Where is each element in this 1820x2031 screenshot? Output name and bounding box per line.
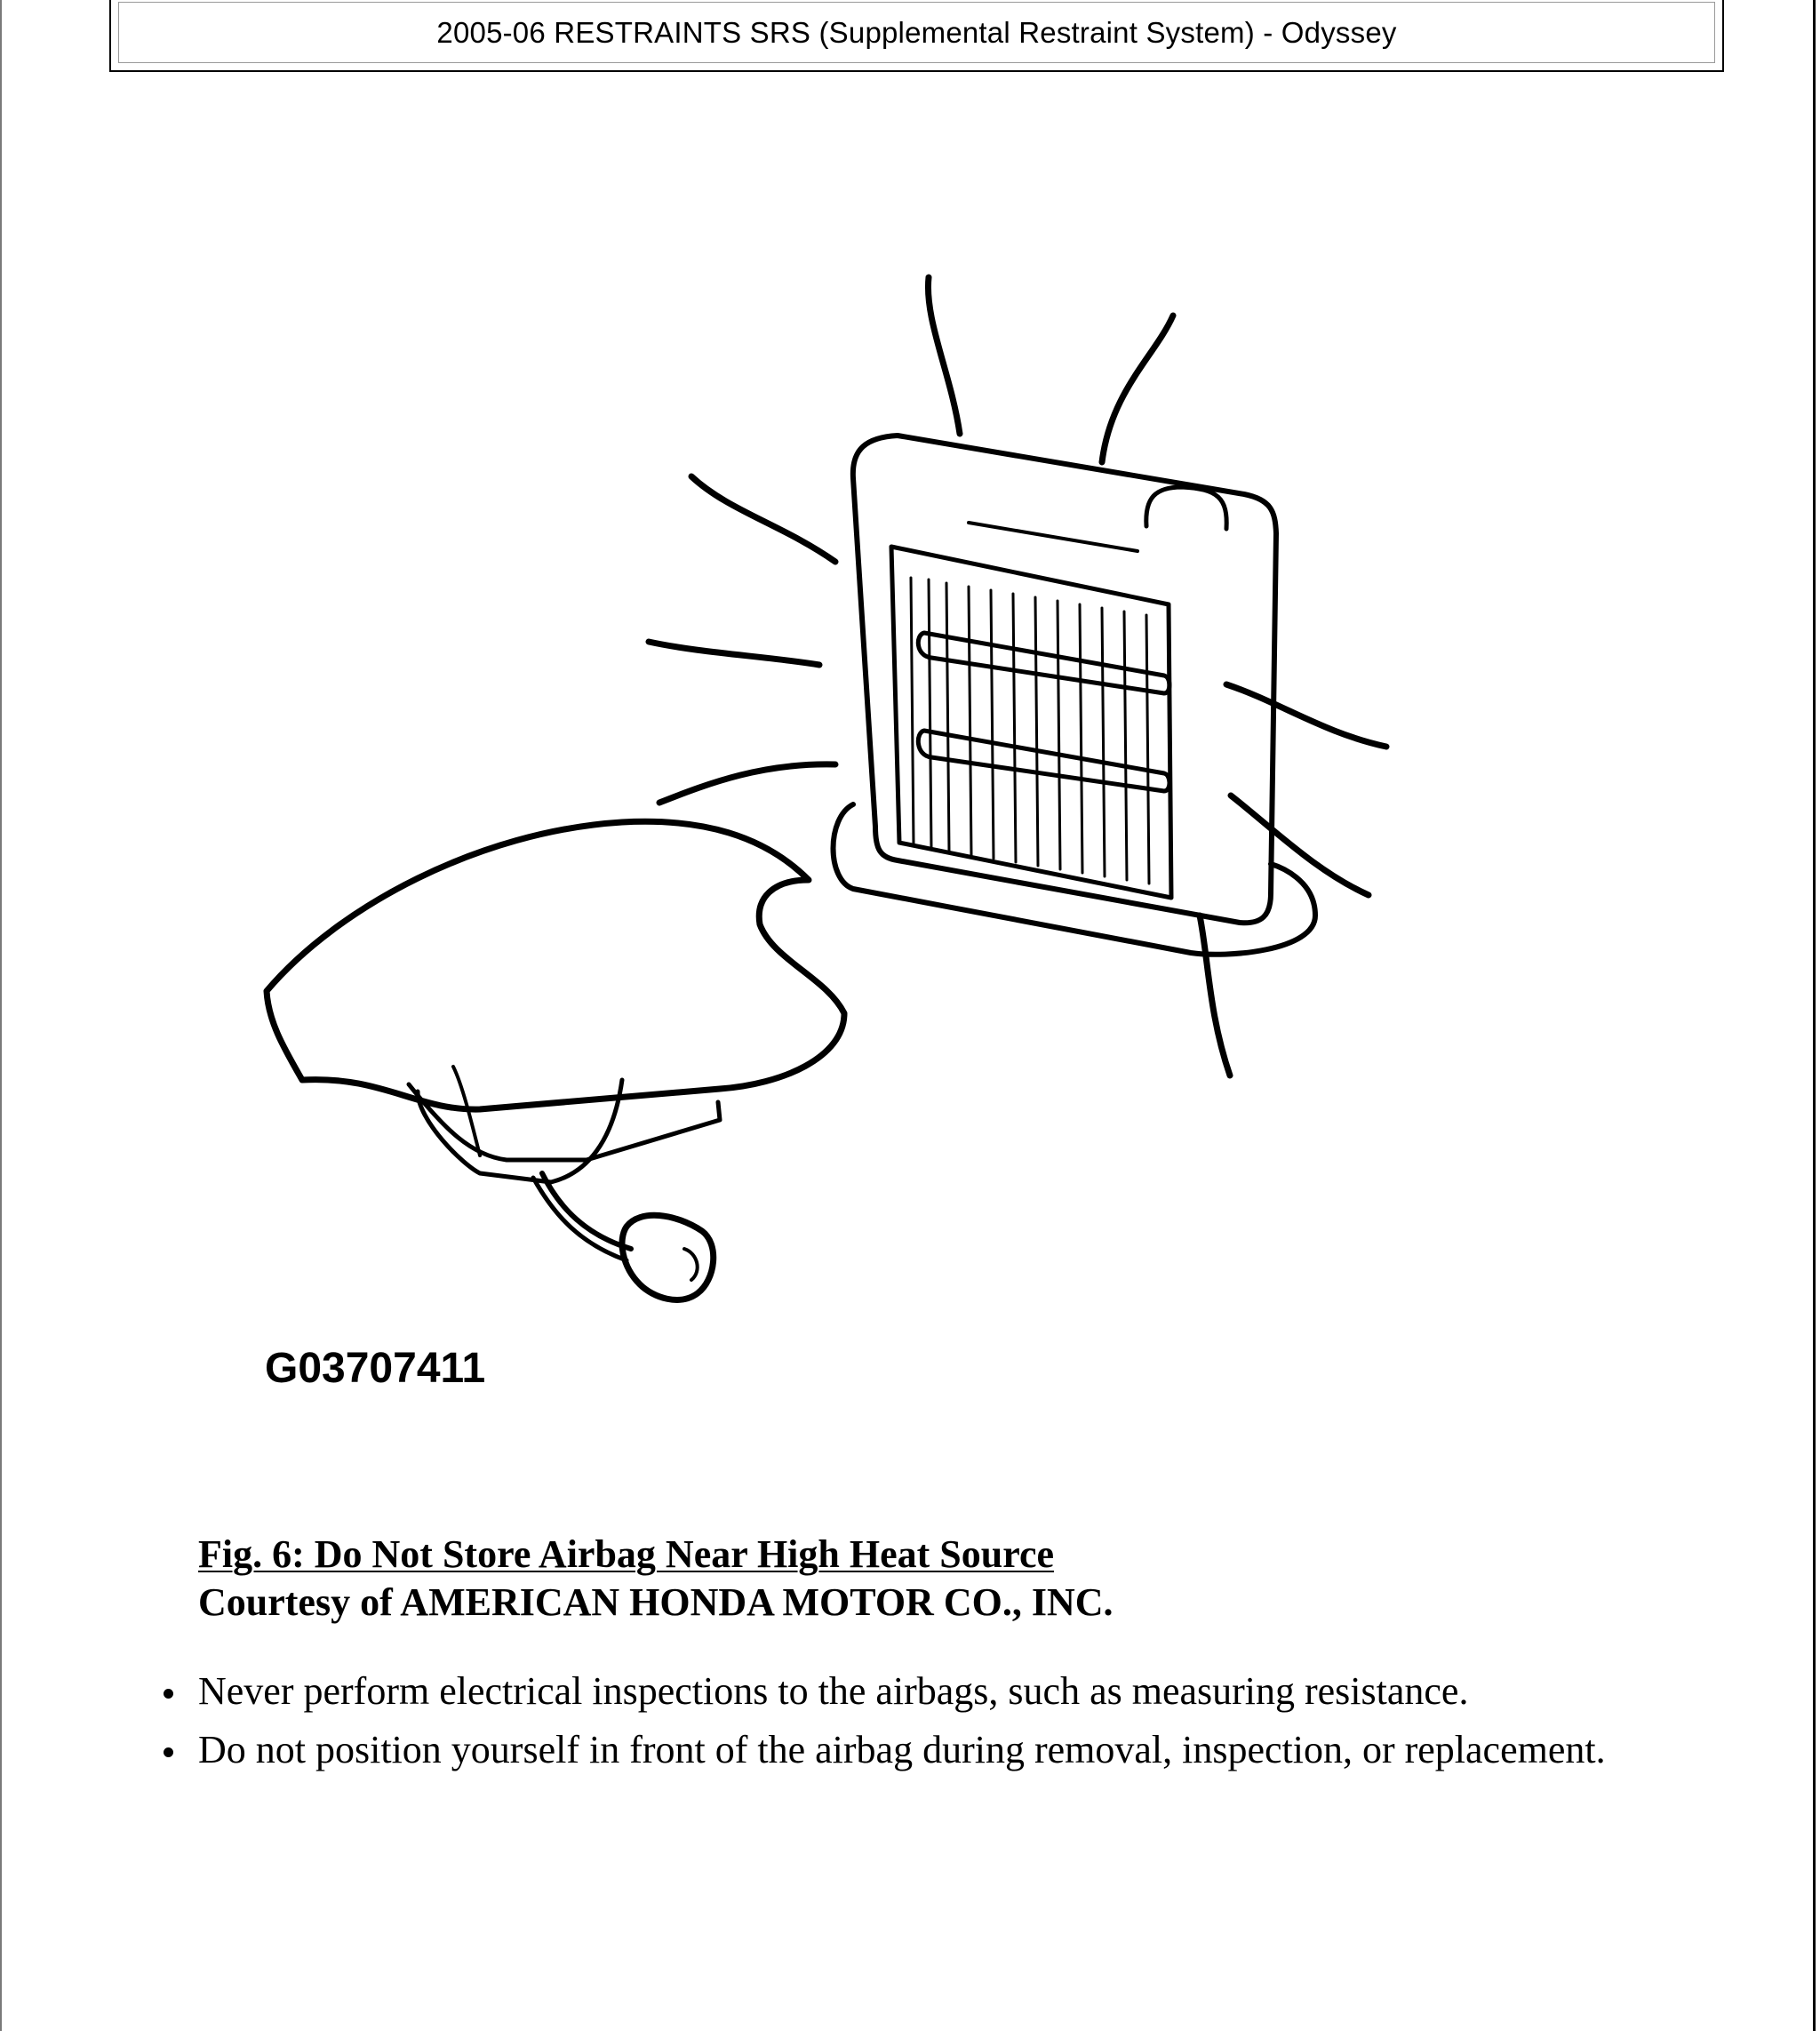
- document-header: [109, 0, 1724, 72]
- bullet-icon: [164, 1689, 173, 1699]
- list-item-text: Never perform electrical inspections to the airbags, such as measuring resistance.: [198, 1669, 1469, 1713]
- figure-caption-credit: Courtesy of AMERICAN HONDA MOTOR CO., INC.: [198, 1580, 1114, 1624]
- bullet-icon: [164, 1747, 173, 1757]
- illustration-heater-airbag: [249, 267, 1404, 1422]
- list-item: [160, 1721, 1606, 1779]
- document-header-inner: [118, 2, 1715, 63]
- figure-caption-title: Fig. 6: Do Not Store Airbag Near High Heat Source: [198, 1532, 1055, 1576]
- figure-id-label: G03707411: [265, 1345, 486, 1392]
- list-item-text: Do not position yourself in front of the airbag during removal, inspection, or replacement.: [198, 1728, 1606, 1771]
- document-title: 2005-06 RESTRAINTS SRS (Supplemental Restraint System) - Odyssey: [436, 15, 1397, 49]
- airbag-module-icon: [267, 821, 844, 1299]
- list-item: [160, 1662, 1606, 1721]
- heater-icon: [834, 436, 1316, 955]
- bullet-list: [160, 1662, 1606, 1779]
- figure-caption: [198, 1531, 1114, 1627]
